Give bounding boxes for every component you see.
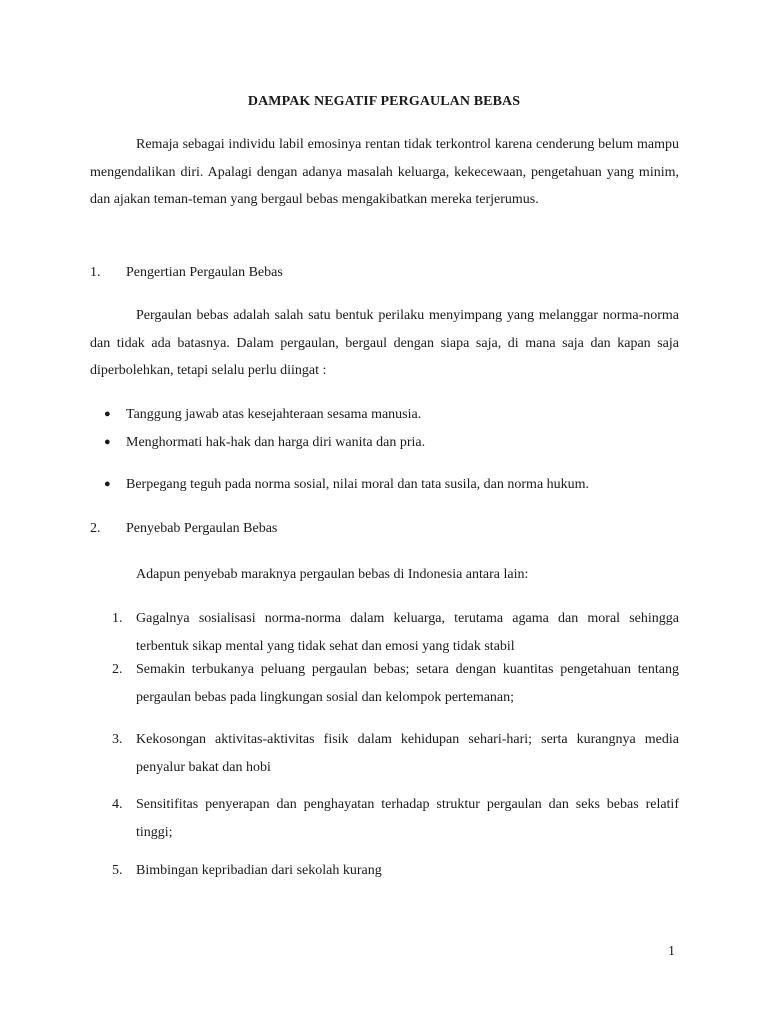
bullet-icon: ● bbox=[104, 478, 111, 490]
page-number: 1 bbox=[668, 944, 675, 959]
list-item-text: Kekosongan aktivitas-aktivitas fisik dalam kehidupan sehari-hari; serta kurangnya media penyalur bakat dan hobi bbox=[136, 732, 679, 775]
bullet-icon: ● bbox=[104, 436, 111, 448]
list-item-number: 5. bbox=[112, 863, 123, 878]
section-1-title: Pengertian Pergaulan Bebas bbox=[126, 265, 283, 280]
bullet-item bbox=[104, 474, 679, 495]
bullet-text: Menghormati hak-hak dan harga diri wanita dan pria. bbox=[126, 435, 426, 450]
list-item-text: Bimbingan kepribadian dari sekolah kurang bbox=[136, 863, 382, 878]
intro-paragraph bbox=[90, 131, 679, 214]
section-1-text: Pergaulan bebas adalah salah satu bentuk perilaku menyimpang yang melanggar norma-norma dan tidak ada batasnya. Dalam pergaulan, bergaul dengan siapa saja, di mana saja dan kapan saja diperbolehkan, tetapi selalu perlu diingat : bbox=[90, 308, 679, 378]
section-2-heading bbox=[90, 519, 679, 539]
list-item-number: 1. bbox=[112, 611, 123, 626]
list-item bbox=[112, 791, 679, 846]
list-item-number: 3. bbox=[112, 732, 123, 747]
section-1-heading bbox=[90, 263, 679, 283]
list-item-text: Gagalnya sosialisasi norma-norma dalam keluarga, terutama agama dan moral sehingga terbentuk sikap mental yang tidak sehat dan emosi yang tidak stabil bbox=[136, 611, 679, 654]
intro-text: Remaja sebagai individu labil emosinya rentan tidak terkontrol karena cenderung belum mampu mengendalikan diri. Apalagi dengan adanya masalah keluarga, kekecewaan, pengetahuan yang minim, dan ajakan teman-teman yang bergaul bebas mengakibatkan mereka terjerumus. bbox=[90, 137, 679, 207]
bullet-text: Tanggung jawab atas kesejahteraan sesama manusia. bbox=[126, 407, 422, 422]
bullet-item bbox=[104, 432, 679, 453]
list-item bbox=[112, 605, 679, 660]
list-item-text: Sensitifitas penyerapan dan penghayatan terhadap struktur pergaulan dan seks bebas relatif tinggi; bbox=[136, 797, 679, 840]
list-item bbox=[112, 656, 679, 711]
bullet-item bbox=[104, 404, 679, 425]
section-2-paragraph bbox=[90, 561, 679, 589]
section-1-number: 1. bbox=[90, 265, 101, 280]
list-item-number: 4. bbox=[112, 797, 123, 812]
list-item bbox=[112, 726, 679, 781]
list-item bbox=[112, 857, 679, 885]
bullet-text: Berpegang teguh pada norma sosial, nilai moral dan tata susila, dan norma hukum. bbox=[126, 477, 590, 492]
document-title: DAMPAK NEGATIF PERGAULAN BEBAS bbox=[247, 94, 521, 109]
list-item-text: Semakin terbukanya peluang pergaulan bebas; setara dengan kuantitas pengetahuan tentang pergaulan bebas pada lingkungan sosial dan kelompok pertemanan; bbox=[136, 662, 679, 705]
section-2-text: Adapun penyebab maraknya pergaulan bebas di Indonesia antara lain: bbox=[136, 567, 529, 582]
section-2-title: Penyebab Pergaulan Bebas bbox=[126, 521, 278, 536]
list-item-number: 2. bbox=[112, 662, 123, 677]
section-2-number: 2. bbox=[90, 521, 101, 536]
bullet-icon: ● bbox=[104, 408, 111, 420]
section-1-paragraph bbox=[90, 302, 679, 385]
